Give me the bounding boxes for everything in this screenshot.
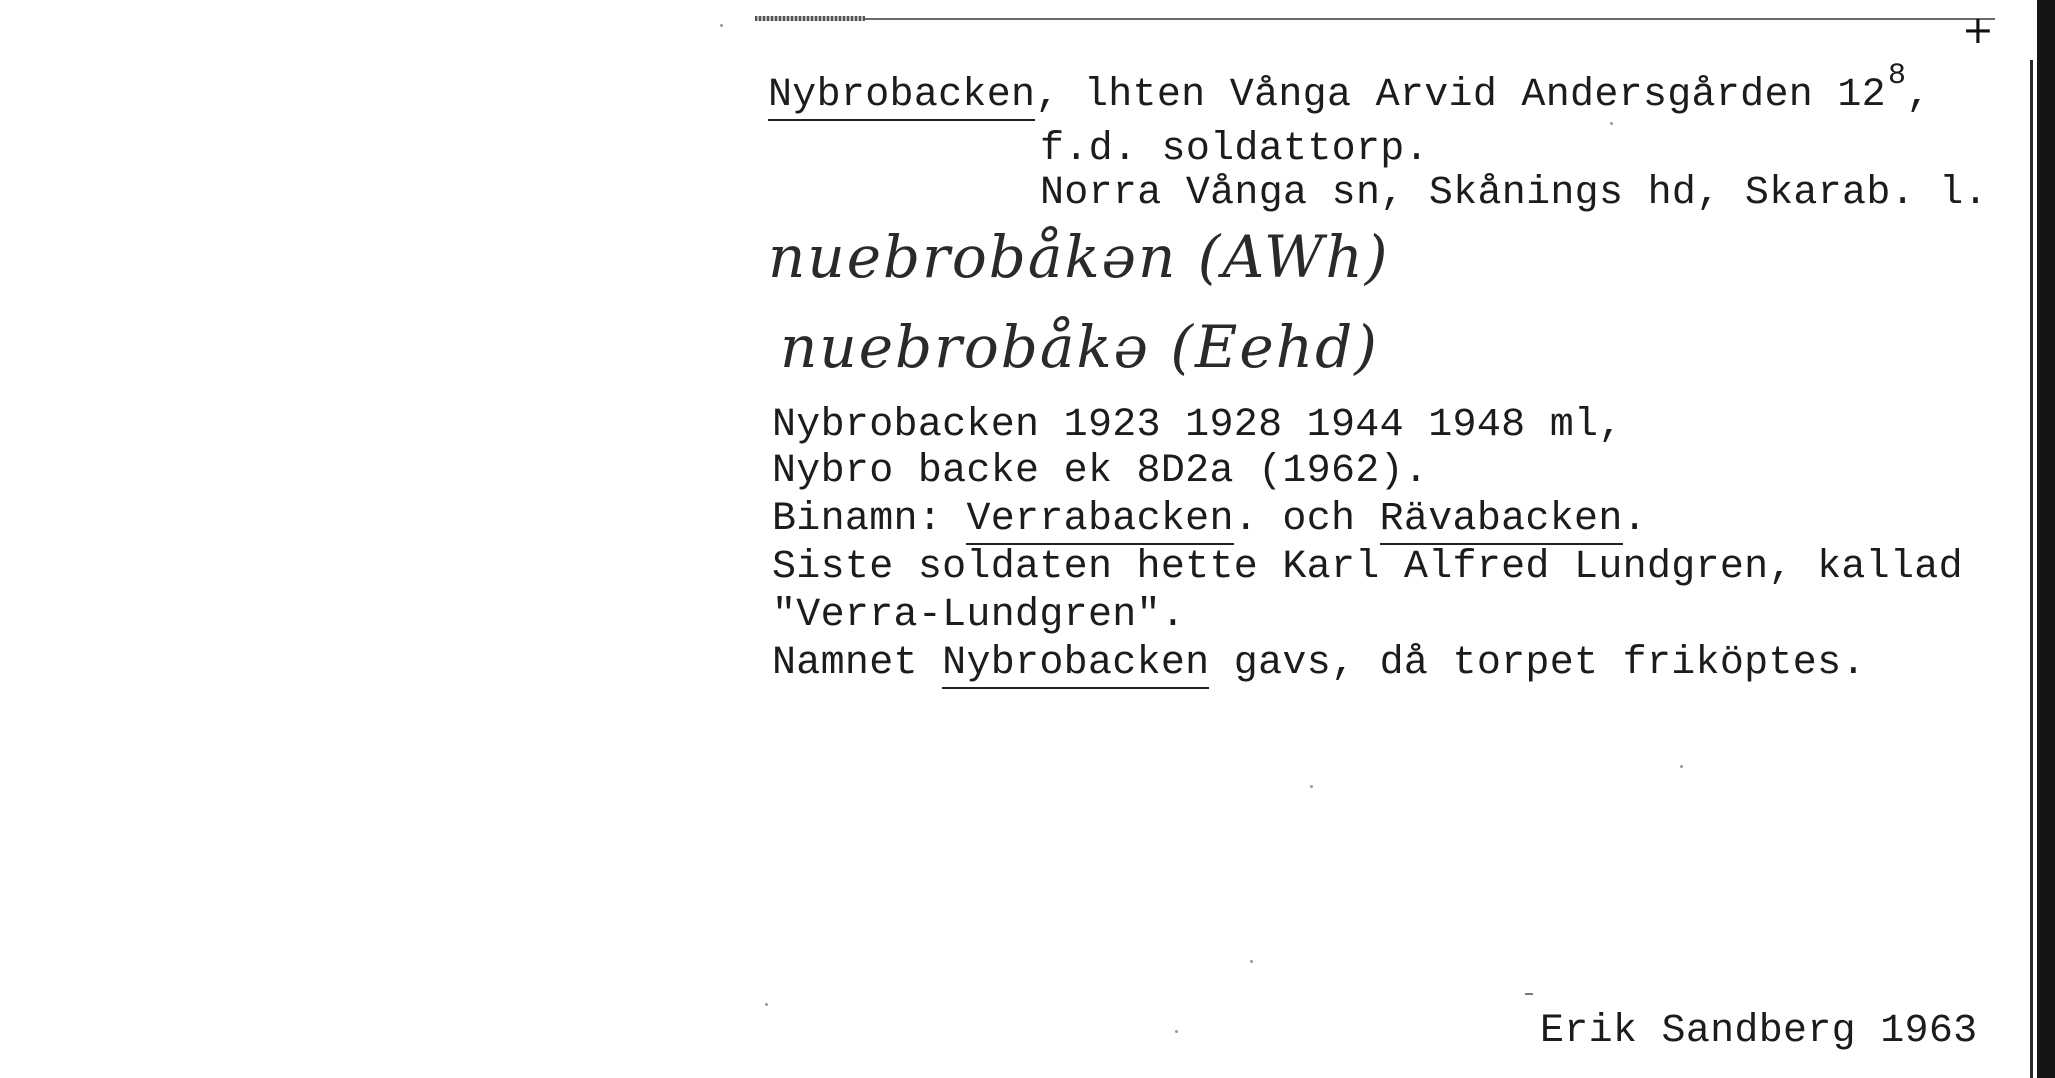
handwritten-pronunciation-1: nuebrobåkən (AWh) xyxy=(768,223,1390,291)
heading-rest: , lhten Vånga Arvid Andersgården 12 xyxy=(1035,73,1886,118)
scan-speck xyxy=(1175,1030,1178,1033)
namnet-suffix: gavs, då torpet friköptes. xyxy=(1209,641,1866,686)
body-line-6 xyxy=(772,641,1866,686)
body-line-3 xyxy=(772,497,1647,542)
top-rule xyxy=(755,18,1995,20)
card-right-edge xyxy=(2037,0,2055,1078)
scan-speck xyxy=(1310,785,1313,788)
heading-line xyxy=(768,59,1931,118)
binamn-middle: . och xyxy=(1233,497,1380,542)
heading-trail: , xyxy=(1906,73,1931,118)
namnet-prefix: Namnet xyxy=(772,641,943,686)
scan-speck xyxy=(1250,960,1253,963)
scan-speck xyxy=(1680,765,1683,768)
card-right-edge-line xyxy=(2030,60,2033,1078)
heading-superscript: 8 xyxy=(1887,59,1907,93)
scan-speck xyxy=(720,24,723,27)
binamn-name-2: Rävabacken xyxy=(1380,497,1623,545)
place-name: Nybrobacken xyxy=(768,73,1035,121)
binamn-name-1: Verrabacken xyxy=(966,497,1233,545)
top-rule-mark xyxy=(755,16,865,21)
namnet-name: Nybrobacken xyxy=(942,641,1209,689)
scan-speck xyxy=(1525,993,1533,995)
body-line-4: Siste soldaten hette Karl Alfred Lundgren, kallad xyxy=(772,545,1963,590)
corner-plus-mark: + xyxy=(1962,8,1994,52)
body-line-5: "Verra-Lundgren". xyxy=(772,593,1186,638)
binamn-prefix: Binamn: xyxy=(772,497,967,542)
signature: Erik Sandberg 1963 xyxy=(1540,1009,1978,1054)
handwritten-pronunciation-2: nuebrobåkə (Eehd) xyxy=(780,313,1379,381)
binamn-suffix: . xyxy=(1622,497,1647,542)
scan-speck xyxy=(1610,122,1613,125)
body-line-2: Nybro backe ek 8D2a (1962). xyxy=(772,449,1429,494)
type-line: f.d. soldattorp. xyxy=(1040,127,1429,172)
body-line-1: Nybrobacken 1923 1928 1944 1948 ml, xyxy=(772,403,1623,448)
location-line: Norra Vånga sn, Skånings hd, Skarab. l. xyxy=(1040,171,1988,216)
scan-speck xyxy=(765,1003,768,1006)
